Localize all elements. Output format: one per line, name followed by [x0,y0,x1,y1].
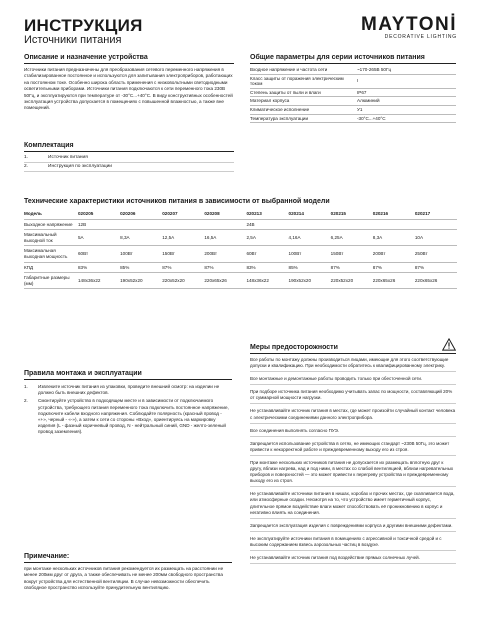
table-cell: 87% [162,262,204,273]
safety-list [250,357,456,564]
brand-logo [361,14,457,40]
description-text: Источники питания предназначены для преобразования сетевого переменного напряжения в стабилизированное постоянное и используются для запитывания электроприборов, работающих на постоянном токе. Особенно широка область применения с низковольтными светодиодными осветительными приборами. Источники питания подключаются к сети переменного тока 230В 50Гц, и эксплуатируются при температуре от -30°С...+40°С. В виду конструктивных особенностей эксплуатация устройства допускается в помещениях с повышенной влажностью, а также вне помещений. [24,67,233,111]
table-cell: 4,16А [289,230,331,246]
safety-section [250,338,456,568]
table-cell: 020215 [331,209,373,219]
table-cell: 5А [78,230,120,246]
param-row [250,66,456,74]
logo-tagline: DECORATIVE LIGHTING [384,34,457,40]
table-cell: 190х52х20 [289,273,331,289]
table-cell: 020206 [120,209,162,219]
table-row [24,273,457,289]
item-text: Инструкция по эксплуатации [48,164,112,169]
kit-heading: Комплектация [24,142,234,152]
table-cell: 250Вт [415,246,457,262]
table-row [24,209,457,219]
page-title: ИНСТРУКЦИЯ [24,16,143,35]
param-row [250,97,456,106]
safety-paragraph: Все соединения выполнять согласно ПУЭ. [250,428,456,437]
param-label: Входное напряжение и частота сети [250,66,357,74]
note-text: при монтаже нескольких источников питания рекомендуется их размещать на расстоянии не менее 200мм друг от друга, а также обеспечивать не менее 200мм свободного пространства вокруг устройства для естественной вентиляции. В случае невозможности обеспечить свободное пространство используйте принудительную вентиляцию. [24,566,224,591]
table-cell: 85% [289,262,331,273]
table-cell: 12В [78,219,246,230]
general-params-section [250,54,456,123]
param-value: I [357,74,456,88]
table-cell: 148х36х22 [78,273,120,289]
table-cell: 220х52х20 [331,273,373,289]
table-cell: 8,3А [373,230,415,246]
row-label: Модель [24,209,78,219]
table-cell: 220х65х26 [204,273,246,289]
general-params-heading: Общие параметры для серии источников питания [250,54,456,64]
table-cell: 10А [415,230,457,246]
item-text: Смонтируйте устройство в подходящем месте и в зависимости от подключаемого устройства, требующего питания переменного тока подключить постоянное напряжение, подключите кабели входного напряжения. Соблюдайте полярность (красный провод - «+», черный - «-»), а затем к сети со стороны «Вход», ориентируясь на маркировку изделия (L - фазный коричневый провод, N - нейтральный синий, GND - желто-зеленый провод заземления). [38,398,229,435]
page-subtitle: Источники питания [24,34,122,46]
param-label: Класс защиты от поражения электрическим током [250,74,357,88]
param-row [250,74,456,88]
table-row [24,230,457,246]
safety-paragraph: Запрещается использование устройства в сетях, не имеющих стандарт ~230В 50Гц, это может привести к некорректной работе и преждевременному выходу его из строя. [250,441,456,456]
table-cell: 6,25А [331,230,373,246]
tech-table [24,209,457,289]
tech-heading: Технические характеристики источников питания в зависимости от выбранной модели [24,198,330,205]
kit-list [24,154,234,172]
param-value: -30°С...+40°С [357,114,456,123]
table-cell: 150Вт [162,246,204,262]
table-cell: 020208 [204,209,246,219]
safety-paragraph: Все работы по монтажу должны производиться лицами, имеющие для этого соответствующие допуски и квалификацию. При необходимости обратитесь к квалифицированному электрику. [250,357,456,372]
table-cell: 020213 [246,209,288,219]
list-item [24,154,234,163]
table-cell: 020207 [162,209,204,219]
table-cell: 8,3А [120,230,162,246]
table-cell: 150Вт [331,246,373,262]
item-text: Источник питания [48,155,88,160]
table-cell: 87% [415,262,457,273]
table-cell: 190х52х20 [120,273,162,289]
item-number: 1. [24,384,28,389]
safety-paragraph: Запрещается эксплуатация изделия с повреждениями корпуса и другими внешними дефектами. [250,523,456,532]
param-row [250,105,456,114]
param-value: IP67 [357,88,456,97]
param-row [250,88,456,97]
table-cell: 87% [204,262,246,273]
table-row [24,262,457,273]
param-label: Климатическое исполнение [250,105,357,114]
tech-section [24,198,457,289]
param-value: Алюминий [357,97,456,106]
table-cell: 2,5А [246,230,288,246]
item-number: 2. [24,164,29,169]
table-cell: 020217 [415,209,457,219]
param-label: Степень защиты от пыли и влаги [250,88,357,97]
row-label: КПД [24,262,78,273]
safety-paragraph: Не устанавливайте источник питания под воздействие прямых солнечных лучей. [250,555,456,564]
list-item [24,398,232,435]
param-label: Температура эксплуатации [250,114,357,123]
param-value: ~170-265В 50Гц [357,66,456,74]
table-row [24,219,457,230]
table-cell: 60Вт [246,246,288,262]
table-cell: 87% [331,262,373,273]
safety-paragraph: При подборе источника питания необходимо учитывать запас по мощности, составляющий 20% от суммарной мощности нагрузки. [250,389,456,404]
table-cell: 100Вт [289,246,331,262]
warning-icon [442,338,456,351]
table-cell: 16,5А [204,230,246,246]
table-cell: 220х65х26 [373,273,415,289]
table-cell: 020216 [373,209,415,219]
table-cell: 020205 [78,209,120,219]
param-label: Материал корпуса [250,97,357,106]
table-cell: 100Вт [120,246,162,262]
table-cell: 220х52х20 [162,273,204,289]
list-item [24,384,232,396]
note-heading: Примечание: [24,553,232,563]
table-cell: 148х36х22 [246,273,288,289]
safety-paragraph: При монтаже нескольких источников питания не допускается их размещать вплотную друг к другу, вблизи нагрева, над и под ними, в местах со слабой вентиляцией, вблизи нагревательных приборов и поверхностей — это может привести к перегреву устройства и преждевременному выходу его из строя. [250,460,456,487]
kit-section [24,142,234,172]
param-value: У1 [357,105,456,114]
safety-paragraph: Не эксплуатируйте источники питания в помещениях с агрессивной и токсичной средой и с высоким содержанием взвесь аэрозольных частиц в воздухе. [250,536,456,551]
table-cell: 85% [120,262,162,273]
table-cell: 200Вт [373,246,415,262]
safety-paragraph: Не устанавливайте источник питания в местах, где может произойти случайный контакт человека с электрическими соединениями данного электроприбора. [250,408,456,423]
general-params-table [250,66,456,123]
note-section [24,553,232,592]
table-cell: 87% [373,262,415,273]
table-cell: 12,5А [162,230,204,246]
description-section [24,54,234,112]
install-heading: Правила монтажа и эксплуатации [24,370,232,380]
row-label: Максимальный выходной ток [24,230,78,246]
table-cell: 220х65х26 [415,273,457,289]
install-list [24,384,232,436]
table-cell: 020214 [289,209,331,219]
table-cell: 83% [246,262,288,273]
row-label: Габаритные размеры (мм) [24,273,78,289]
description-heading: Описание и назначение устройства [24,54,234,64]
safety-paragraph: Не устанавливайте источники питания в нишах, коробах и прочих местах, где скапливается вода, или атмосферные осадки. Несмотря на то, что устройство имеет герметичный корпус, длительное прямое воздействие влаги может способствовать её проникновению в корпус и негативно влиять на соединения. [250,491,456,518]
row-label: Максимальная выходная мощность [24,246,78,262]
logo-wordmark: MAYTONİ [360,14,457,35]
item-number: 2. [24,398,28,404]
table-cell: 60Вт [78,246,120,262]
item-number: 1. [24,155,29,160]
safety-heading: Меры предосторожности [250,344,338,351]
table-row [24,246,457,262]
table-cell: 24В [246,219,457,230]
row-label: Выходное напряжение [24,219,78,230]
table-cell: 200Вт [204,246,246,262]
table-cell: 83% [78,262,120,273]
list-item [24,163,234,172]
safety-paragraph: Все монтажные и демонтажные работы проводить только при обесточенной сети. [250,376,456,385]
param-row [250,114,456,123]
install-section [24,370,232,438]
item-text: Извлеките источник питания из упаковки, проведите внешний осмотр: на изделии не должно быть внешних дефектов. [38,384,220,396]
